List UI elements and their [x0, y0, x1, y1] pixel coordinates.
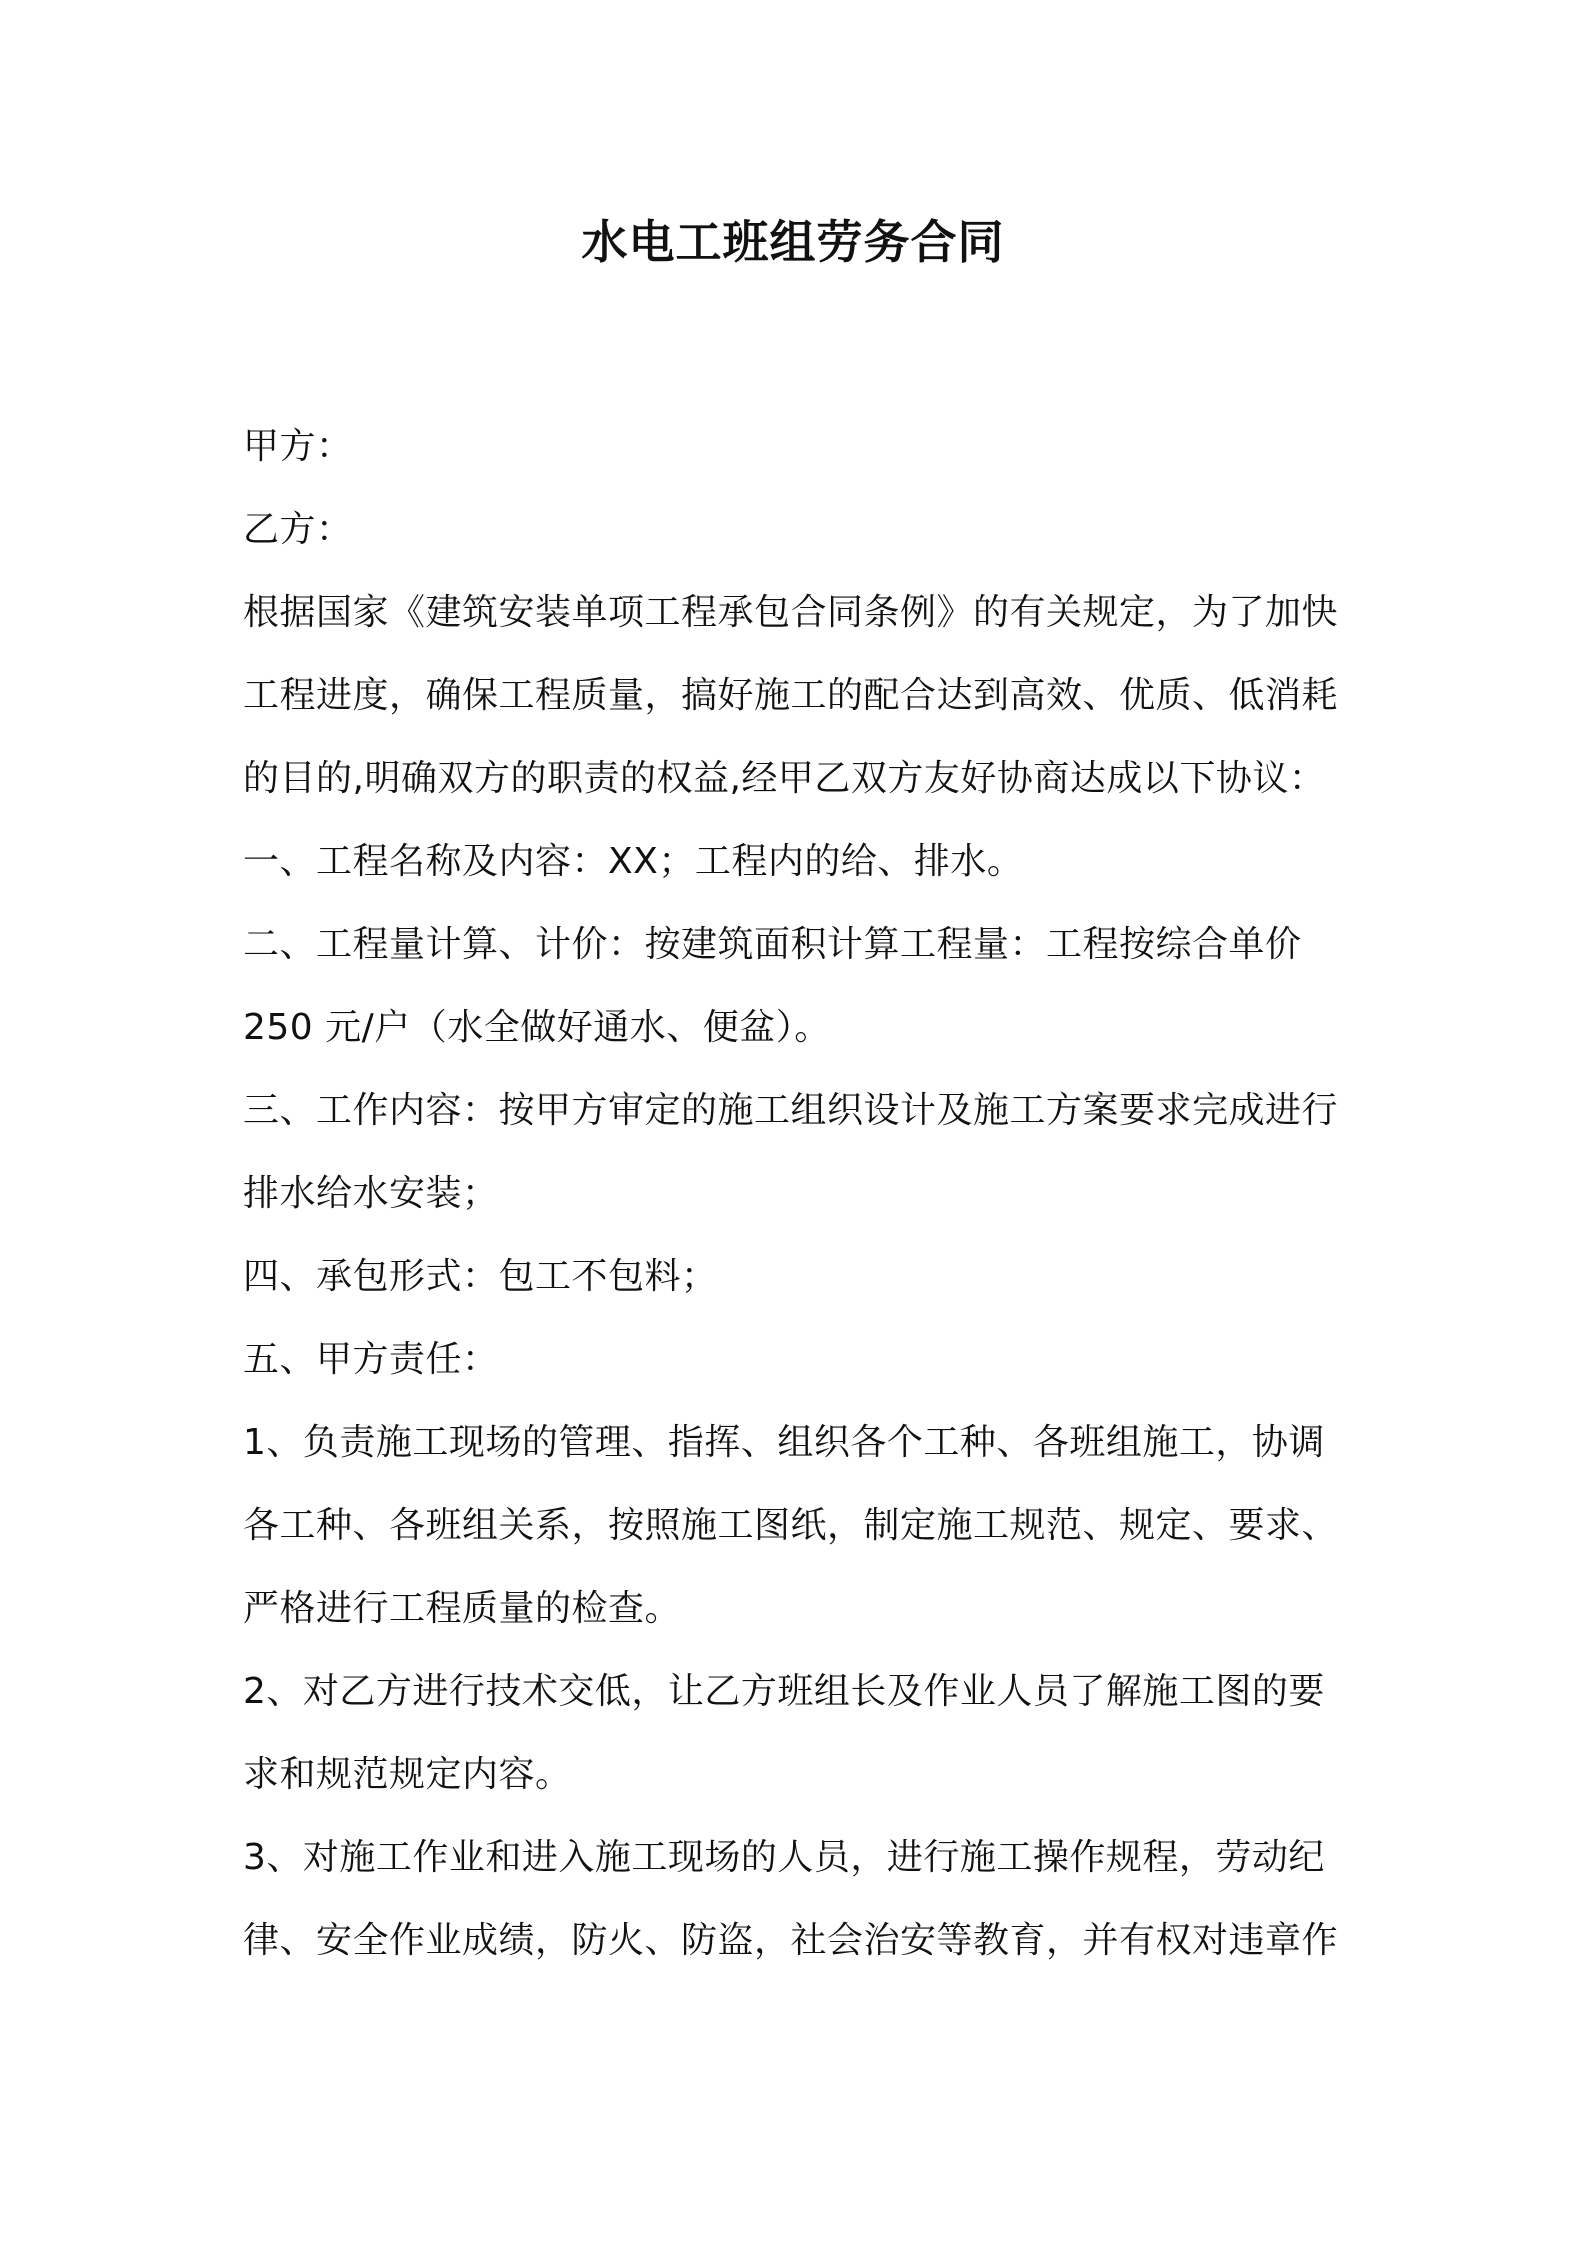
clause-5-heading: 五、甲方责任： [243, 1339, 499, 1380]
clause-3-line: 排水给水安装； [243, 1173, 499, 1214]
party-a-line: 甲方： [243, 426, 353, 467]
preamble-line: 的目的,明确双方的职责的权益,经甲乙双方友好协商达成以下协议： [243, 758, 1326, 799]
party-b-line: 乙方： [243, 509, 353, 550]
clause-2-line: 二、工程量计算、计价：按建筑面积计算工程量：工程按综合单价 [243, 924, 1302, 965]
clause-3-line: 三、工作内容：按甲方审定的施工组织设计及施工方案要求完成进行 [243, 1090, 1339, 1131]
clause-1-line: 一、工程名称及内容：XX；工程内的给、排水。 [243, 841, 1024, 882]
preamble-line: 根据国家《建筑安装单项工程承包合同条例》的有关规定，为了加快 [243, 592, 1339, 633]
clause-5-item-1-line: 1、负责施工现场的管理、指挥、组织各个工种、各班组施工，协调 [243, 1422, 1325, 1463]
clause-2-line: 250 元/户（水全做好通水、便盆）。 [243, 1007, 831, 1048]
clause-5-item-1-line: 严格进行工程质量的检查。 [243, 1588, 682, 1629]
clause-4-line: 四、承包形式：包工不包料； [243, 1256, 718, 1297]
document-body [243, 405, 1353, 1982]
clause-5-item-2-line: 2、对乙方进行技术交低，让乙方班组长及作业人员了解施工图的要 [243, 1671, 1325, 1712]
clause-5-item-2-line: 求和规范规定内容。 [243, 1754, 572, 1795]
clause-5-item-1-line: 各工种、各班组关系，按照施工图纸，制定施工规范、规定、要求、 [243, 1505, 1339, 1546]
document-title: 水电工班组劳务合同 [581, 215, 1005, 269]
clause-5-item-3-line: 律、安全作业成绩，防火、防盗，社会治安等教育，并有权对违章作 [243, 1920, 1339, 1961]
preamble-line: 工程进度，确保工程质量，搞好施工的配合达到高效、优质、低消耗 [243, 675, 1339, 716]
clause-5-item-3-line: 3、对施工作业和进入施工现场的人员，进行施工操作规程，劳动纪 [243, 1837, 1325, 1878]
